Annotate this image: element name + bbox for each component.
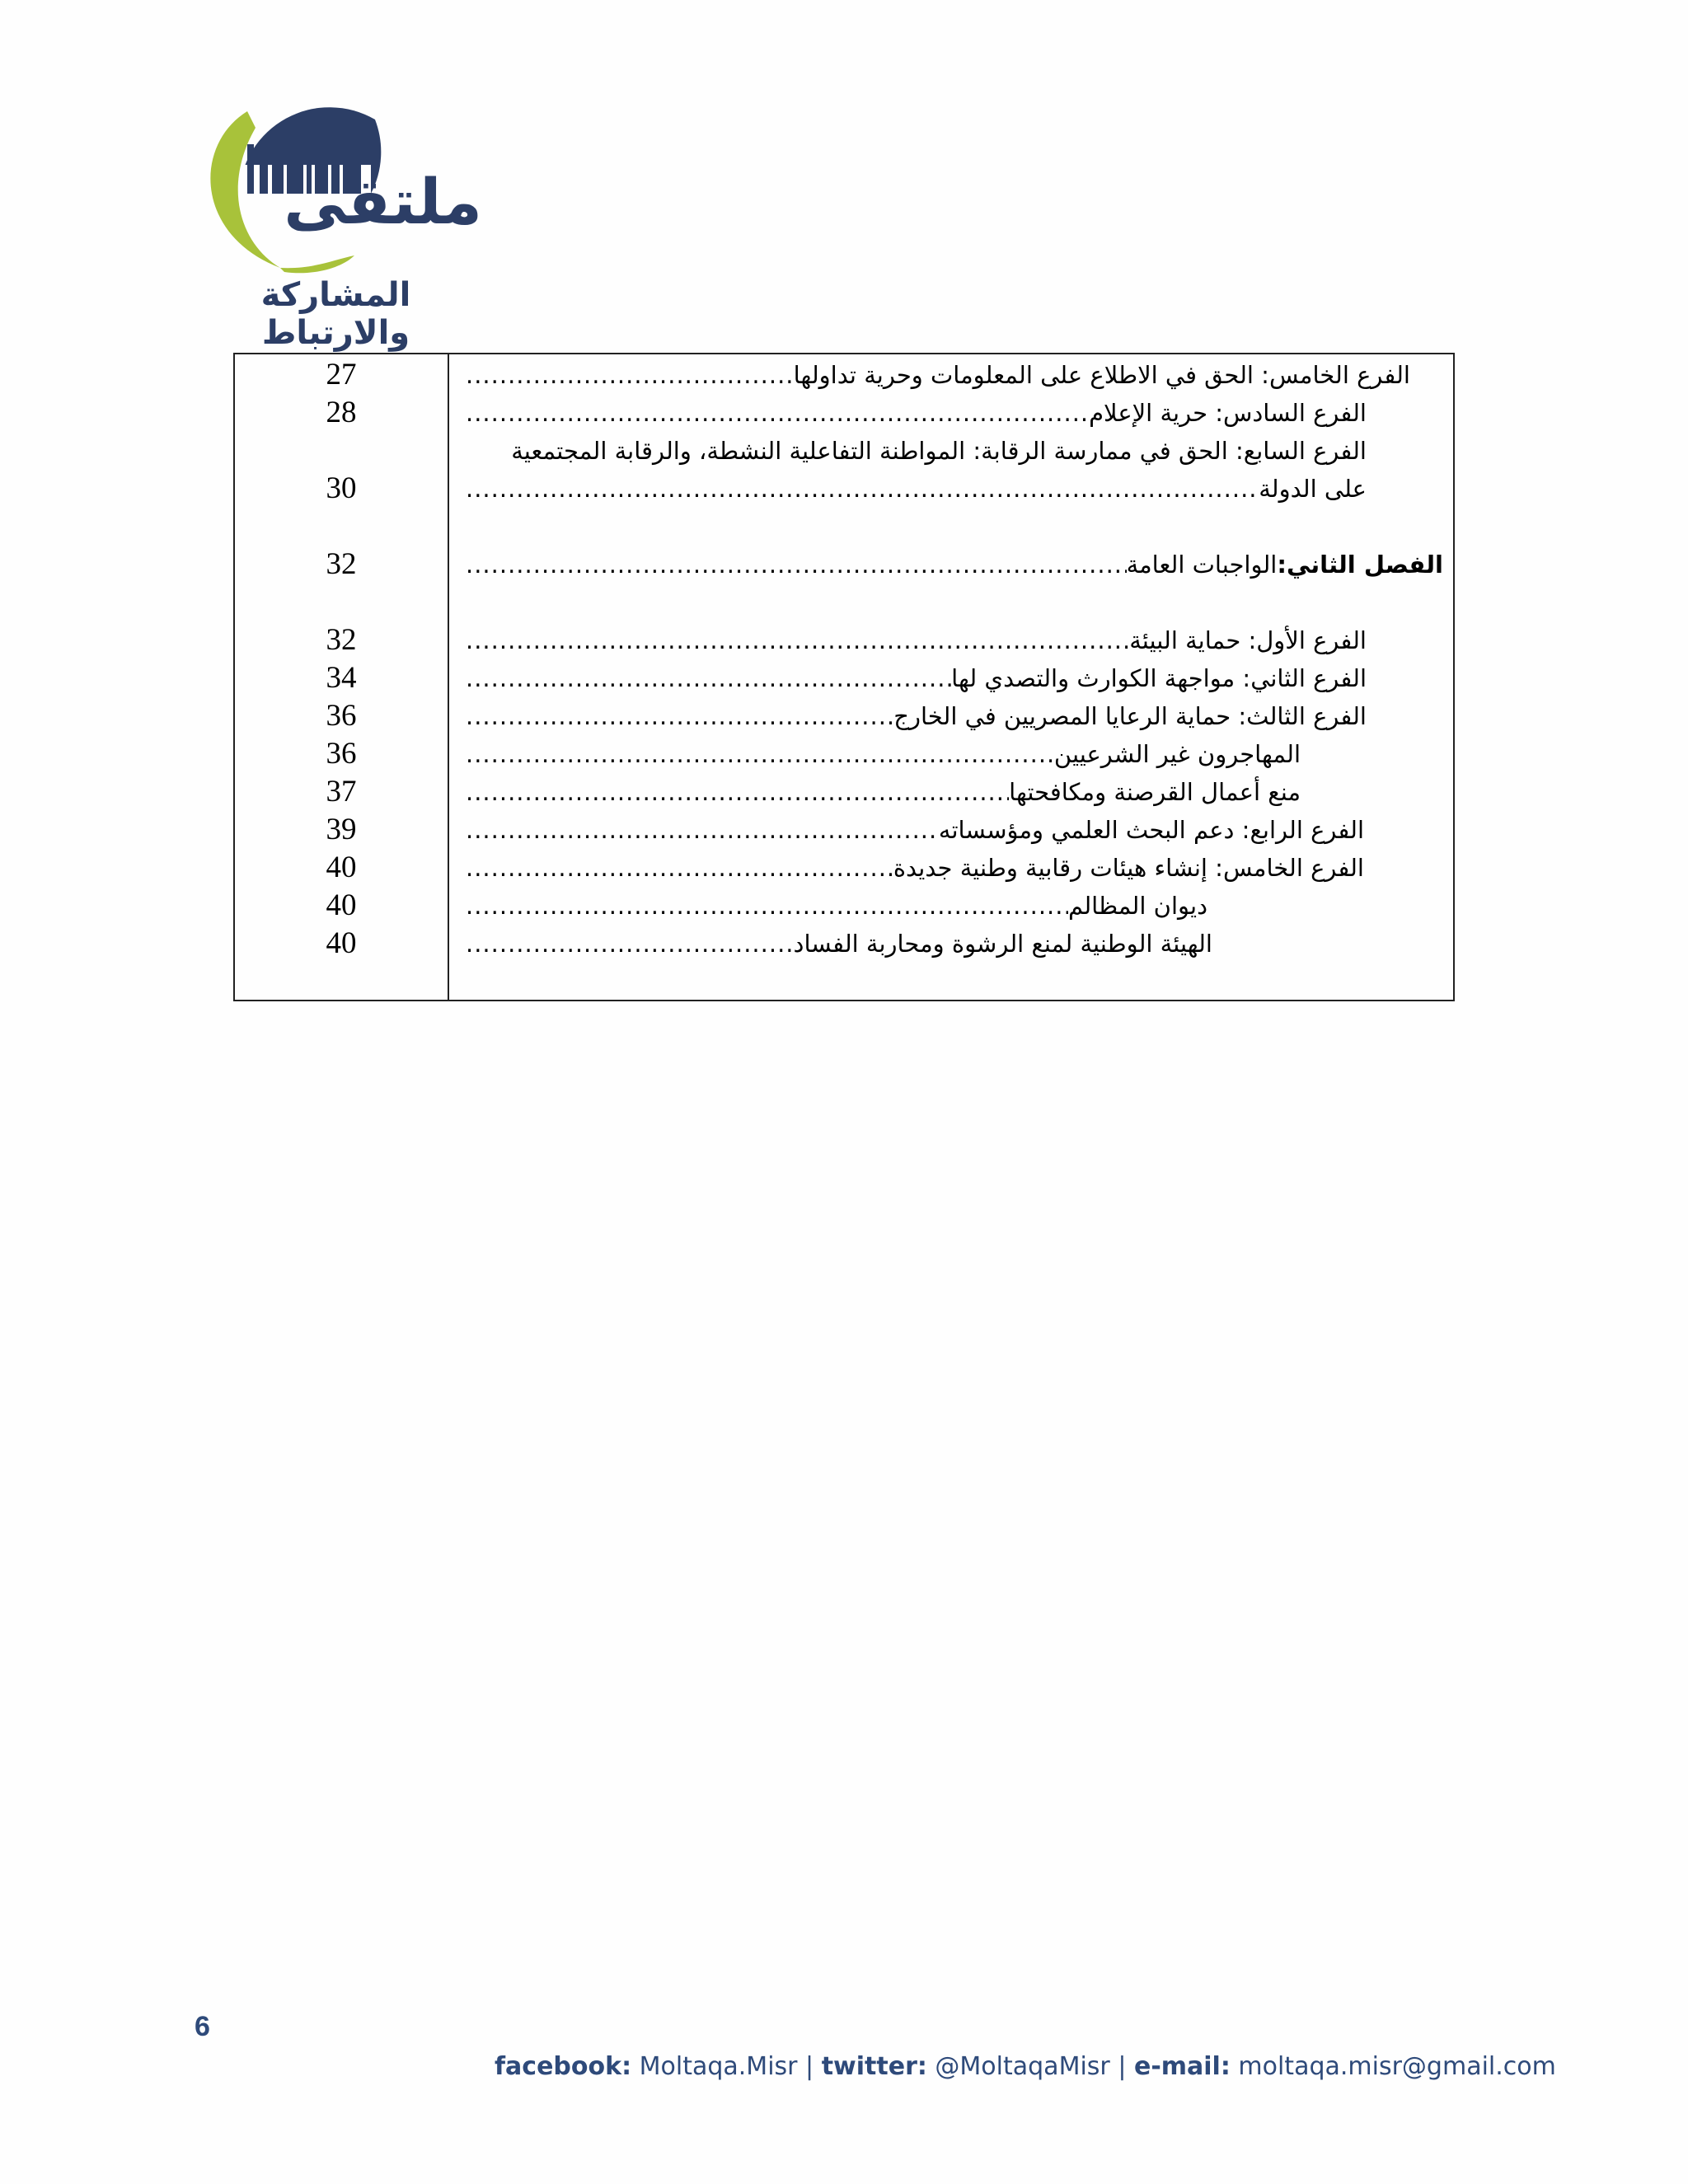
page-ref: 36 — [326, 699, 357, 733]
toc-row — [235, 394, 1453, 432]
toc-row — [235, 849, 1453, 887]
toc-entry-line1: الفرع السابع: الحق في ممارسة الرقابة: المواطنة التفاعلية النشطة، والرقابة المجتمعية — [511, 437, 1367, 465]
toc-row — [235, 925, 1453, 963]
entry-text: الفرع الرابع: دعم البحث العلمي ومؤسساته — [938, 816, 1364, 844]
chapter-label: الفصل الثاني: — [1277, 551, 1443, 579]
page-ref: 40 — [326, 851, 357, 884]
toc-entry — [466, 394, 1367, 432]
logo — [190, 95, 495, 352]
entry-text: الفرع الخامس: الحق في الاطلاع على المعلومات وحرية تداولها — [793, 361, 1410, 389]
entry-text: ديوان المظالم — [1068, 892, 1207, 920]
toc-row — [235, 546, 1453, 583]
leader-dots — [466, 361, 794, 389]
toc-row — [235, 621, 1453, 659]
entry-text: الفرع الثالث: حماية الرعايا المصريين في الخارج — [893, 702, 1367, 730]
page-ref: 40 — [326, 888, 357, 922]
leader-dots — [466, 626, 1129, 654]
entry-text: الفرع الخامس: إنشاء هيئات رقابية وطنية جديدة — [893, 854, 1364, 882]
toc-subentry — [466, 925, 1212, 963]
toc-row — [235, 773, 1453, 811]
facebook-label: facebook: — [495, 2052, 632, 2081]
toc-row — [235, 470, 1453, 508]
page-ref: 37 — [326, 775, 357, 808]
toc-entry — [466, 356, 1410, 394]
entry-text: الهيئة الوطنية لمنع الرشوة ومحاربة الفساد — [793, 930, 1212, 958]
entry-text: الواجبات العامة — [1126, 551, 1278, 579]
twitter-link[interactable]: @MoltaqaMisr — [935, 2052, 1110, 2081]
leader-dots — [466, 854, 893, 882]
toc-subentry — [466, 735, 1301, 773]
page-ref: 40 — [326, 926, 357, 960]
toc-subentry — [466, 773, 1301, 811]
entry-text: على الدولة — [1259, 475, 1367, 503]
logo-subtitle: المشاركة والارتباط — [260, 276, 411, 352]
leader-dots — [466, 702, 893, 730]
email-link[interactable]: moltaqa.misr@gmail.com — [1238, 2052, 1556, 2081]
toc-entry — [466, 697, 1367, 735]
toc-row — [235, 659, 1453, 697]
toc-chapter-entry — [466, 546, 1443, 583]
twitter-label: twitter: — [821, 2052, 927, 2081]
entry-text: الفرع الثاني: مواجهة الكوارث والتصدي لها — [951, 664, 1367, 692]
separator: | — [1118, 2052, 1127, 2081]
toc-entry — [466, 659, 1367, 697]
leader-dots — [466, 551, 1127, 579]
page-ref: 39 — [326, 813, 357, 846]
toc-subentry — [466, 887, 1207, 925]
page-number: 6 — [195, 2011, 210, 2042]
leader-dots — [466, 892, 1068, 920]
leader-dots — [466, 816, 939, 844]
email-label: e-mail: — [1133, 2052, 1231, 2081]
leader-dots — [466, 740, 1054, 768]
toc-entry — [466, 811, 1364, 849]
toc-row — [235, 735, 1453, 773]
leader-dots — [466, 399, 1089, 427]
entry-text: المهاجرون غير الشرعيين — [1053, 740, 1301, 768]
page-ref: 36 — [326, 737, 357, 771]
toc-table — [233, 353, 1455, 1001]
toc-entry — [466, 849, 1364, 887]
logo-title: ملتقى — [284, 165, 482, 238]
leader-dots — [466, 475, 1259, 503]
page-ref: 32 — [326, 547, 357, 581]
page-ref: 32 — [326, 623, 357, 657]
toc-entry — [466, 470, 1367, 508]
page-ref: 34 — [326, 661, 357, 695]
entry-text: منع أعمال القرصنة ومكافحتها — [1009, 778, 1301, 806]
leader-dots — [466, 930, 794, 958]
toc-row — [235, 356, 1453, 394]
toc-row — [235, 811, 1453, 849]
page-ref: 27 — [326, 358, 357, 391]
leader-dots — [466, 778, 1009, 806]
leader-dots — [466, 664, 951, 692]
footer-contact — [495, 2052, 1556, 2081]
entry-text: الفرع الأول: حماية البيئة — [1129, 626, 1367, 654]
page-ref: 28 — [326, 396, 357, 429]
entry-text: الفرع السادس: حرية الإعلام — [1089, 399, 1367, 427]
page-ref: 30 — [326, 471, 357, 505]
toc-row — [235, 697, 1453, 735]
toc-row — [235, 887, 1453, 925]
separator: | — [805, 2052, 814, 2081]
toc-entry — [466, 621, 1367, 659]
facebook-link[interactable]: Moltaqa.Misr — [639, 2052, 798, 2081]
